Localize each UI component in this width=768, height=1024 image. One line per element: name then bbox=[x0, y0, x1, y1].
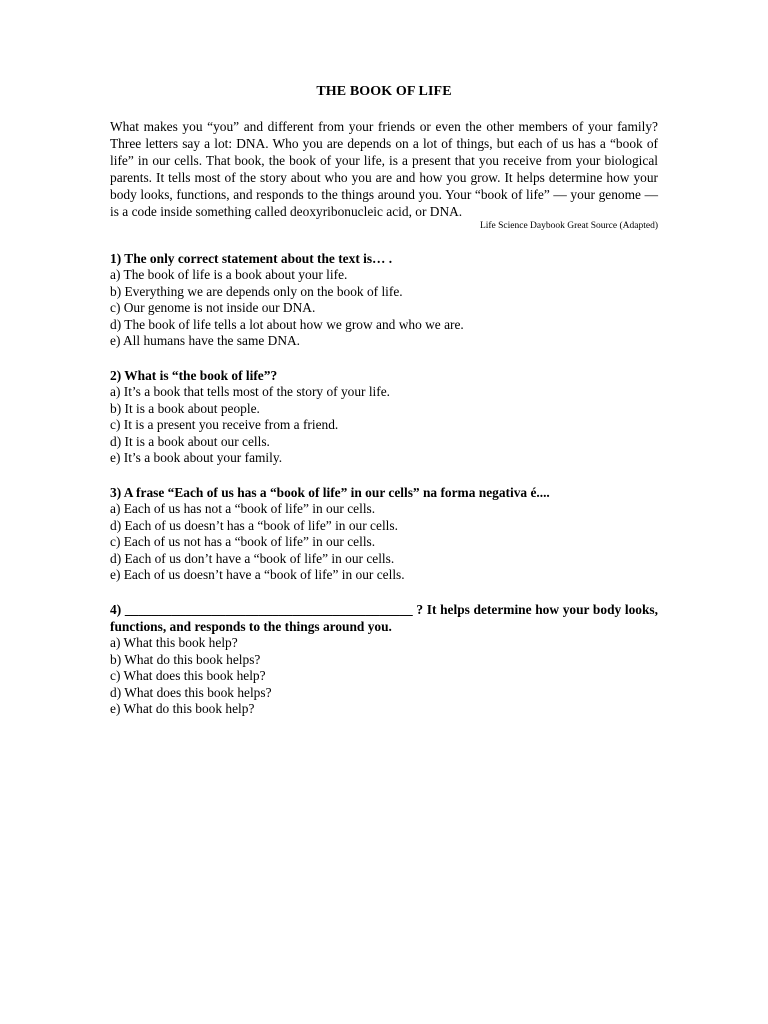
option-e: e) Each of us doesn’t have a “book of life” in our cells. bbox=[110, 567, 405, 583]
options-list bbox=[110, 501, 658, 584]
option-b: b) It is a book about people. bbox=[110, 400, 260, 416]
source-citation: Life Science Daybook Great Source (Adapted) bbox=[479, 221, 658, 231]
question-4 bbox=[110, 601, 658, 718]
option-c: c) Our genome is not inside our DNA. bbox=[110, 300, 316, 316]
question-2 bbox=[110, 367, 658, 467]
question-3 bbox=[110, 484, 658, 584]
option-a: a) It’s a book that tells most of the story of your life. bbox=[110, 383, 391, 399]
options-list bbox=[110, 267, 658, 350]
option-d: d) What does this book helps? bbox=[110, 684, 272, 700]
question-stem: 4) ___________________________________________ ? It helps determine how your body looks, functions, and responds to the things around you. bbox=[110, 601, 658, 634]
option-e: e) What do this book help? bbox=[110, 701, 255, 717]
option-b: b) Everything we are depends only on the book of life. bbox=[110, 283, 403, 299]
option-c: c) What does this book help? bbox=[110, 668, 266, 684]
option-c: c) It is a present you receive from a friend. bbox=[110, 417, 339, 433]
options-list bbox=[110, 635, 658, 718]
options-list bbox=[110, 384, 658, 467]
option-a: a) The book of life is a book about your life. bbox=[110, 267, 348, 282]
option-d: d) It is a book about our cells. bbox=[110, 433, 270, 449]
question-1 bbox=[110, 250, 658, 350]
option-d: d) The book of life tells a lot about how we grow and who we are. bbox=[110, 316, 464, 332]
question-stem: 1) The only correct statement about the text is… . bbox=[110, 251, 393, 266]
option-b: d) Each of us doesn’t has a “book of life” in our cells. bbox=[110, 517, 398, 533]
option-e: e) It’s a book about your family. bbox=[110, 450, 283, 466]
question-stem: 2) What is “the book of life”? bbox=[110, 367, 278, 383]
intro-paragraph: What makes you “you” and different from your friends or even the other members of your family? Three letters say a lot: DNA. Who you are depends on a lot of things, but each of us has a “book of life” in our cells. That book, the book of your life, is a present that you receive from your biological parents. It tells most of the story about who you are and how you grow. It helps determine how your body looks, functions, and responds to the things around you. Your “book of life” — your genome — is a code inside something called deoxyribonucleic acid, or DNA. bbox=[110, 119, 658, 219]
option-c: c) Each of us not has a “book of life” in our cells. bbox=[110, 534, 376, 550]
option-b: b) What do this book helps? bbox=[110, 651, 261, 667]
option-a: a) Each of us has not a “book of life” in our cells. bbox=[110, 500, 376, 516]
question-stem: 3) A frase “Each of us has a “book of life” in our cells” na forma negativa é.... bbox=[110, 484, 550, 500]
page-title: THE BOOK OF LIFE bbox=[316, 84, 452, 99]
option-a: a) What this book help? bbox=[110, 634, 238, 650]
option-e: e) All humans have the same DNA. bbox=[110, 333, 301, 349]
option-d: d) Each of us don’t have a “book of life” in our cells. bbox=[110, 550, 395, 566]
